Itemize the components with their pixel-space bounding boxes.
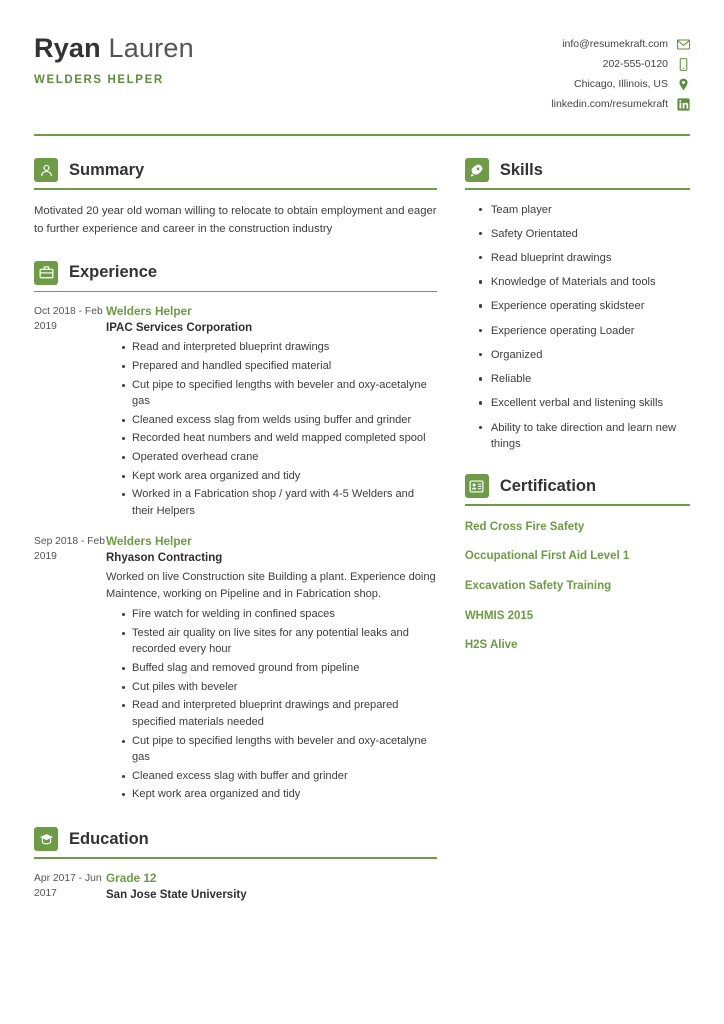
list-item: Recorded heat numbers and weld mapped completed spool — [122, 430, 437, 447]
experience-entry-body — [106, 304, 437, 521]
list-item: Prepared and handled specified material — [122, 358, 437, 375]
skills-title: Skills — [499, 160, 543, 179]
list-item: Kept work area organized and tidy — [122, 468, 437, 485]
contact-location — [551, 78, 690, 91]
list-item: Experience operating skidsteer — [479, 298, 690, 314]
linkedin-icon — [677, 98, 690, 111]
list-item: WHMIS 2015 — [464, 609, 534, 622]
job-title: WELDERS HELPER — [34, 73, 164, 86]
contact-linkedin-text: linkedin.com/resumekraft — [551, 98, 668, 111]
experience-divider — [34, 291, 437, 293]
location-icon — [677, 78, 690, 91]
certification-heading — [465, 474, 690, 498]
header-divider — [34, 134, 690, 136]
education-entry-body — [106, 871, 437, 906]
list-item: Red Cross Fire Safety — [464, 520, 585, 533]
education-school: San Jose State University — [106, 888, 247, 901]
summary-title: Summary — [69, 160, 145, 179]
summary-heading — [34, 158, 437, 182]
list-item: Excavation Safety Training — [464, 579, 612, 592]
list-item: Ability to take direction and learn new things — [479, 420, 690, 452]
list-item: Cleaned excess slag from welds using buffer and grinder — [122, 412, 437, 429]
first-name: Ryan — [34, 33, 101, 63]
section-skills — [465, 158, 690, 452]
experience-entry — [34, 534, 437, 805]
phone-icon — [677, 58, 690, 71]
contact-phone[interactable] — [551, 58, 690, 71]
education-heading — [34, 827, 437, 851]
experience-role: Welders Helper — [106, 533, 192, 548]
certificate-icon — [465, 474, 489, 498]
list-item: Operated overhead crane — [122, 449, 437, 466]
education-divider — [34, 857, 437, 859]
resume-header — [34, 26, 690, 132]
rocket-icon — [465, 158, 489, 182]
list-item: Kept work area organized and tidy — [122, 786, 437, 803]
list-item: Organized — [479, 347, 690, 363]
list-item: Experience operating Loader — [479, 323, 690, 339]
section-certification — [465, 474, 690, 654]
briefcase-icon — [34, 261, 58, 285]
list-item: Tested air quality on live sites for any potential leaks and recorded every hour — [122, 625, 437, 658]
list-item: Safety Orientated — [479, 226, 690, 242]
list-item: Excellent verbal and listening skills — [479, 395, 690, 411]
resume-body — [34, 158, 690, 928]
last-name: Lauren — [108, 33, 194, 63]
section-summary — [34, 158, 437, 239]
experience-heading — [34, 261, 437, 285]
list-item: Cleaned excess slag with buffer and grinder — [122, 768, 437, 785]
name-block — [34, 26, 194, 86]
education-degree: Grade 12 — [106, 870, 157, 885]
contact-location-text: Chicago, Illinois, US — [574, 78, 668, 91]
education-entry — [34, 871, 437, 906]
person-icon — [34, 158, 58, 182]
education-title: Education — [69, 829, 149, 848]
contact-block — [551, 26, 690, 118]
experience-bullets — [106, 606, 437, 803]
contact-linkedin[interactable] — [551, 98, 690, 111]
education-date: Apr 2017 - Jun 2017 — [34, 872, 102, 899]
experience-org: IPAC Services Corporation — [106, 322, 253, 335]
experience-description: Worked on live Construction site Building a plant. Experience doing Maintence, working on Pipeline and in Fabrication shop. — [106, 570, 436, 600]
contact-phone-text: 202-555-0120 — [602, 58, 668, 71]
list-item: H2S Alive — [464, 639, 518, 652]
email-icon — [677, 38, 690, 51]
list-item: Fire watch for welding in confined spaces — [122, 606, 437, 623]
experience-org: Rhyason Contracting — [106, 551, 223, 564]
experience-role: Welders Helper — [106, 304, 192, 319]
list-item: Read blueprint drawings — [479, 250, 690, 266]
list-item: Occupational First Aid Level 1 — [464, 550, 630, 563]
list-item: Read and interpreted blueprint drawings — [122, 339, 437, 356]
list-item: Cut pipe to specified lengths with beveler and oxy-acetalyne gas — [122, 733, 437, 766]
full-name — [34, 34, 194, 64]
section-experience — [34, 261, 437, 805]
list-item: Worked in a Fabrication shop / yard with 4-5 Welders and their Helpers — [122, 486, 437, 519]
experience-date: Oct 2018 - Feb 2019 — [34, 306, 103, 333]
list-item: Cut pipe to specified lengths with beveler and oxy-acetalyne gas — [122, 377, 437, 410]
list-item: Read and interpreted blueprint drawings and prepared specified materials needed — [122, 697, 437, 730]
experience-bullets — [106, 339, 437, 519]
skills-list — [465, 202, 690, 453]
skills-divider — [465, 188, 690, 190]
graduation-cap-icon — [34, 827, 58, 851]
summary-text: Motivated 20 year old woman willing to relocate to obtain employment and eager to further experience and career in the construction industry — [34, 204, 437, 236]
section-education — [34, 827, 437, 906]
list-item: Buffed slag and removed ground from pipeline — [122, 660, 437, 677]
experience-entry — [34, 304, 437, 521]
experience-date: Sep 2018 - Feb 2019 — [34, 535, 105, 562]
list-item: Cut piles with beveler — [122, 679, 437, 696]
certification-divider — [465, 504, 690, 506]
certification-list — [465, 519, 690, 654]
experience-entry-body — [106, 534, 437, 805]
list-item: Team player — [479, 202, 690, 218]
experience-title: Experience — [69, 263, 158, 282]
skills-heading — [465, 158, 690, 182]
summary-divider — [34, 188, 437, 190]
list-item: Reliable — [479, 371, 690, 387]
left-column — [34, 158, 437, 928]
certification-title: Certification — [499, 476, 597, 495]
right-column — [465, 158, 690, 928]
contact-email-text: info@resumekraft.com — [562, 38, 668, 51]
contact-email[interactable] — [551, 38, 690, 51]
list-item: Knowledge of Materials and tools — [479, 274, 690, 290]
